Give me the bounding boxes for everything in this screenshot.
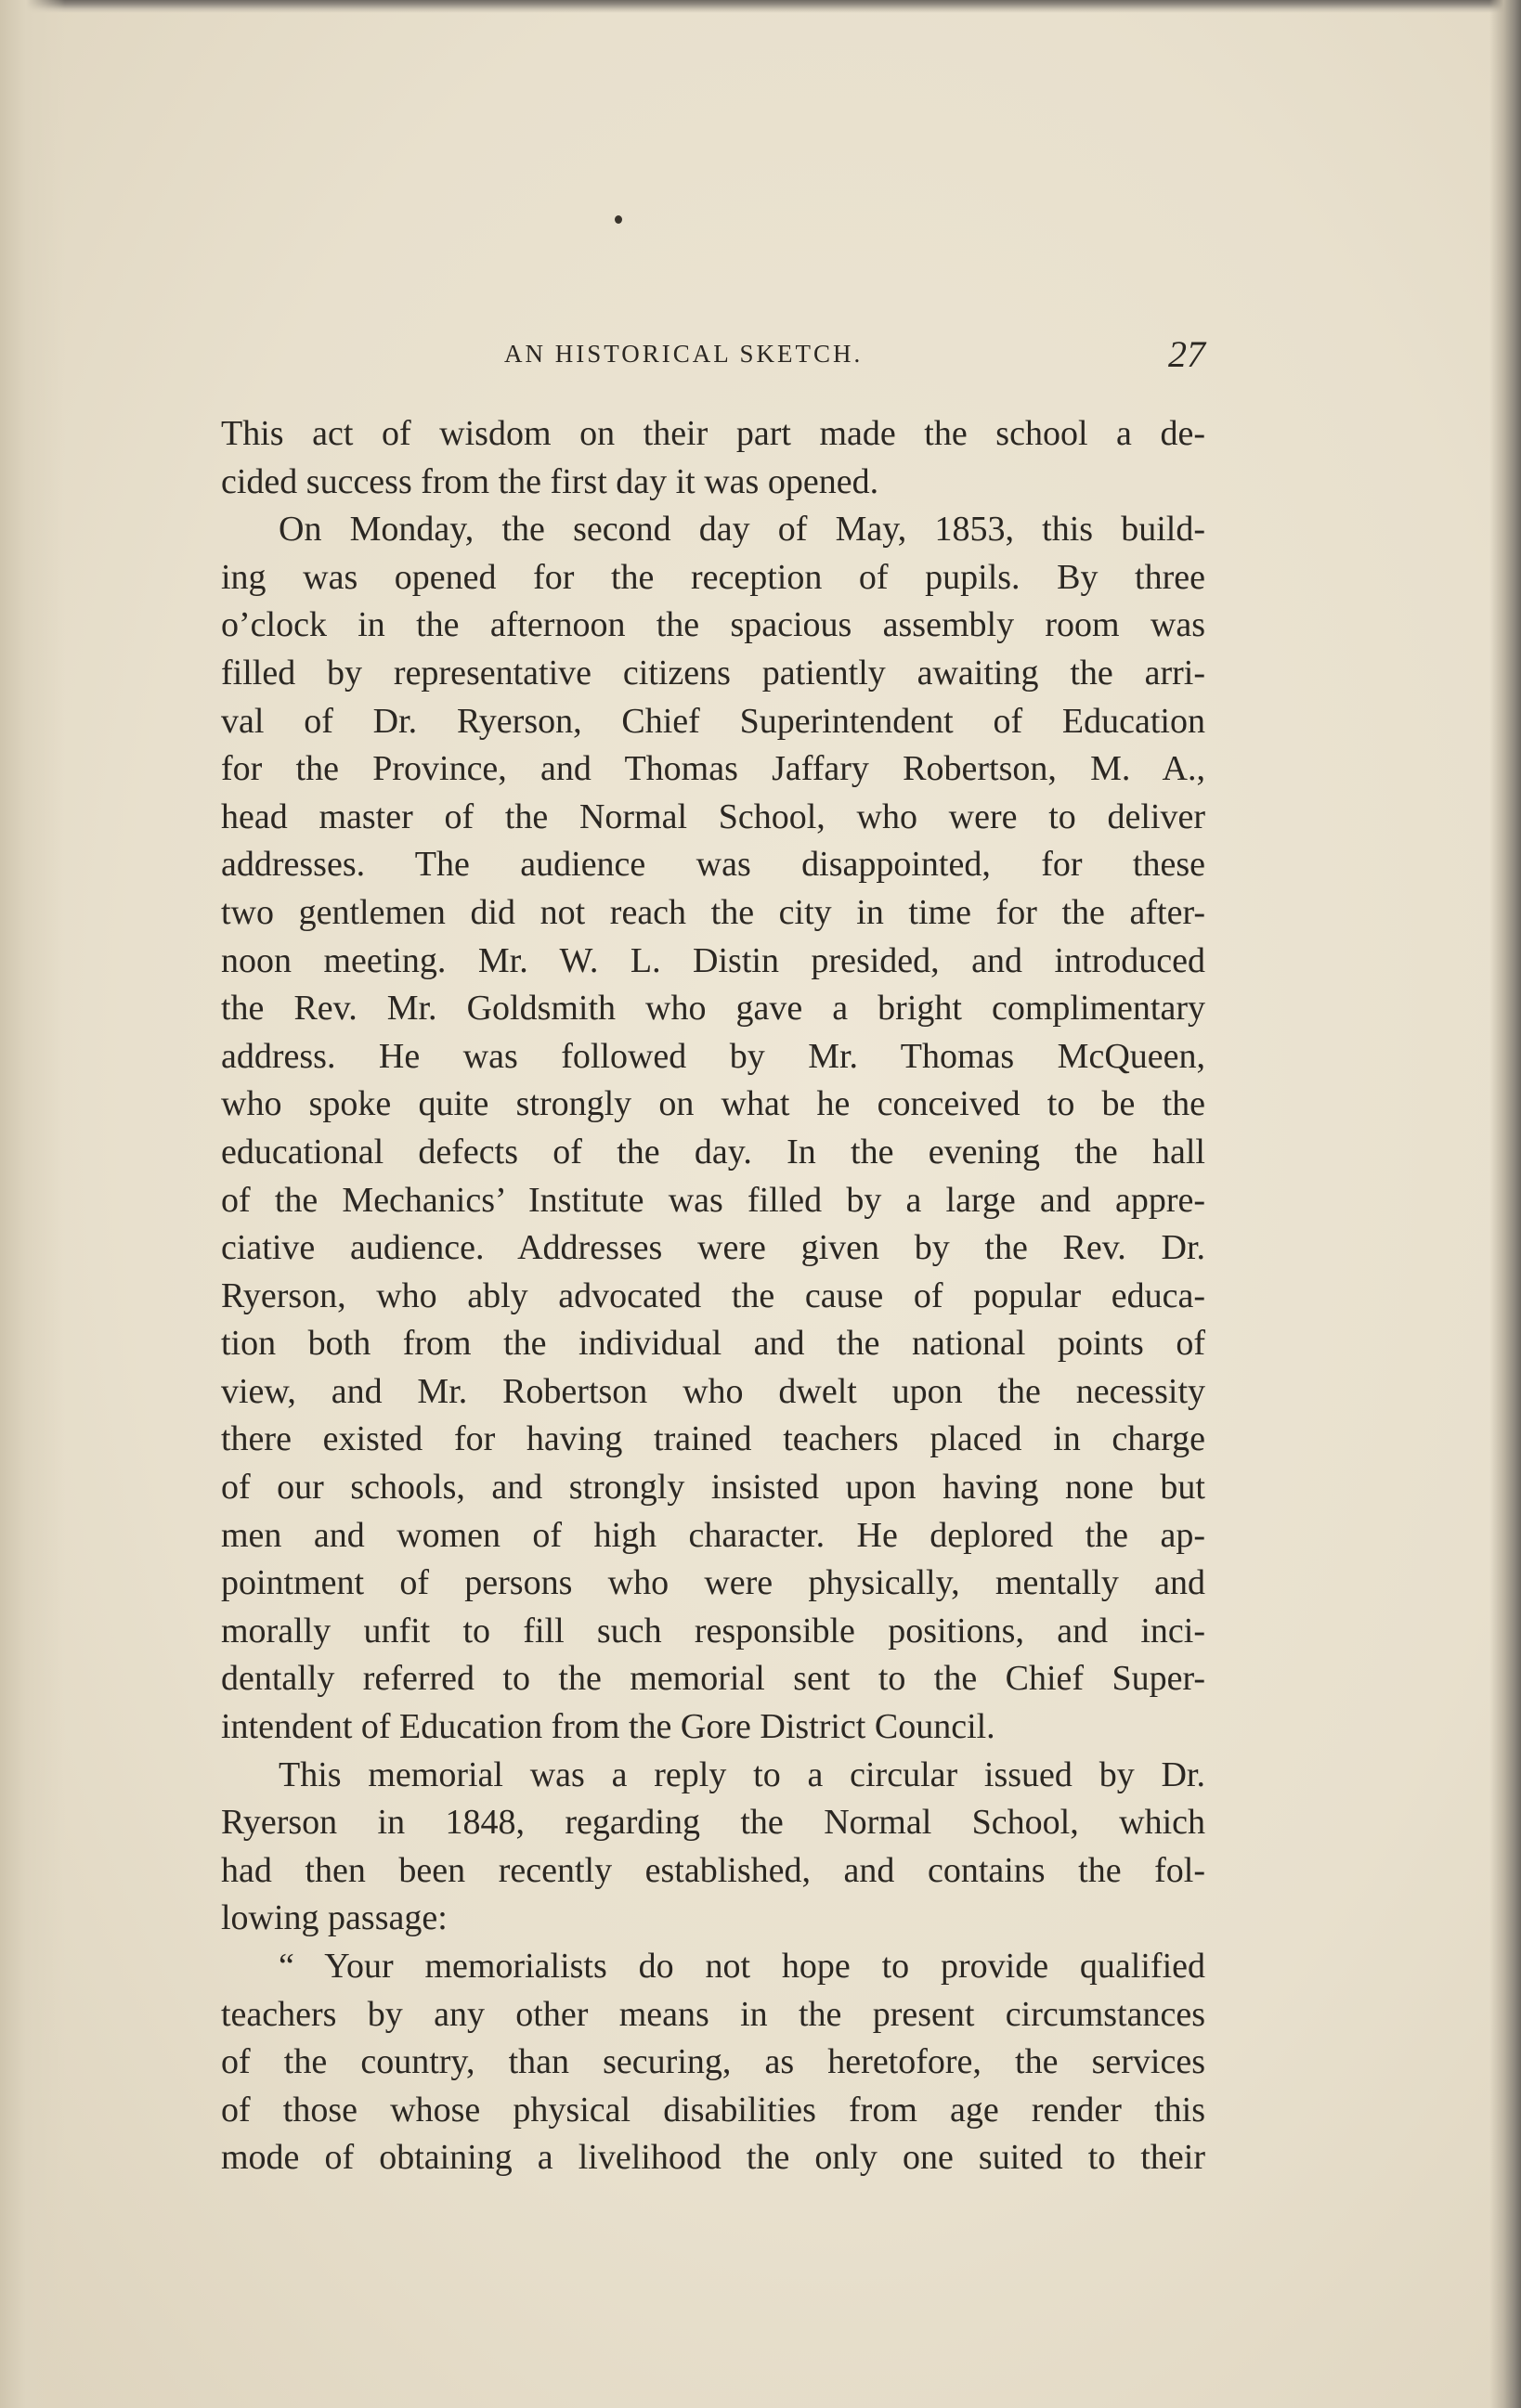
running-head [221, 332, 1205, 379]
text-line: of those whose physical disabilities from age render this [221, 2090, 1205, 2130]
text-line: had then been recently established, and contains the fol- [221, 1850, 1205, 1890]
text-line: “ Your memorialists do not hope to provide qualified [279, 1947, 1205, 1986]
text-line: On Monday, the second day of May, 1853, this build- [279, 510, 1205, 550]
text-line: of the country, than securing, as heretofore, the services [221, 2042, 1205, 2082]
text-line: This memorial was a reply to a circular issued by Dr. [279, 1754, 1205, 1794]
text-line: ing was opened for the reception of pupils. By three [221, 557, 1205, 597]
text-line: mode of obtaining a livelihood the only one suited to their [221, 2138, 1205, 2178]
text-line: addresses. The audience was disappointed, for these [221, 845, 1205, 885]
text-line: morally unfit to fill such responsible positions, and inci- [221, 1611, 1205, 1651]
running-title: AN HISTORICAL SKETCH. [504, 340, 864, 368]
page-gutter-shadow [0, 0, 65, 2408]
text-line: tion both from the individual and the national points of [221, 1324, 1205, 1364]
text-line: address. He was followed by Mr. Thomas McQueen, [221, 1036, 1205, 1076]
text-line: head master of the Normal School, who were to deliver [221, 796, 1205, 836]
text-line: dentally referred to the memorial sent to the Chief Super- [221, 1659, 1205, 1699]
text-line: val of Dr. Ryerson, Chief Superintendent of Education [221, 701, 1205, 741]
text-line: filled by representative citizens patiently awaiting the arri- [221, 653, 1205, 693]
text-line: for the Province, and Thomas Jaffary Robertson, M. A., [221, 749, 1205, 789]
text-line: there existed for having trained teachers placed in charge [221, 1419, 1205, 1459]
text-line: cided success from the first day it was opened. [221, 461, 879, 501]
text-line: ciative audience. Addresses were given by the Rev. Dr. [221, 1228, 1205, 1268]
text-line: noon meeting. Mr. W. L. Distin presided, and introduced [221, 940, 1205, 980]
text-line: lowing passage: [221, 1898, 448, 1938]
text-line: view, and Mr. Robertson who dwelt upon the necessity [221, 1371, 1205, 1411]
ink-speck [615, 215, 622, 224]
text-line: the Rev. Mr. Goldsmith who gave a bright complimentary [221, 989, 1205, 1029]
text-line: teachers by any other means in the present circumstances [221, 1994, 1205, 2034]
text-line: educational defects of the day. In the evening the hall [221, 1132, 1205, 1172]
text-line: Ryerson in 1848, regarding the Normal School, which [221, 1803, 1205, 1843]
text-line: who spoke quite strongly on what he conceived to be the [221, 1084, 1205, 1124]
page-right-edge [1489, 0, 1521, 2408]
text-line: This act of wisdom on their part made the school a de- [221, 414, 1205, 453]
text-line: o’clock in the afternoon the spacious assembly room was [221, 605, 1205, 645]
text-line: two gentlemen did not reach the city in time for the after- [221, 892, 1205, 932]
text-line: pointment of persons who were physically, mentally and [221, 1563, 1205, 1603]
page-number: 27 [1168, 333, 1205, 375]
body-text [221, 410, 1205, 2182]
text-line: of the Mechanics’ Institute was filled by a large and appre- [221, 1180, 1205, 1220]
text-line: of our schools, and strongly insisted upon having none but [221, 1468, 1205, 1508]
text-line: Ryerson, who ably advocated the cause of popular educa- [221, 1275, 1205, 1315]
text-line: intendent of Education from the Gore District Council. [221, 1707, 995, 1747]
text-line: men and women of high character. He deplored the ap- [221, 1515, 1205, 1555]
page-top-edge [0, 0, 1521, 13]
